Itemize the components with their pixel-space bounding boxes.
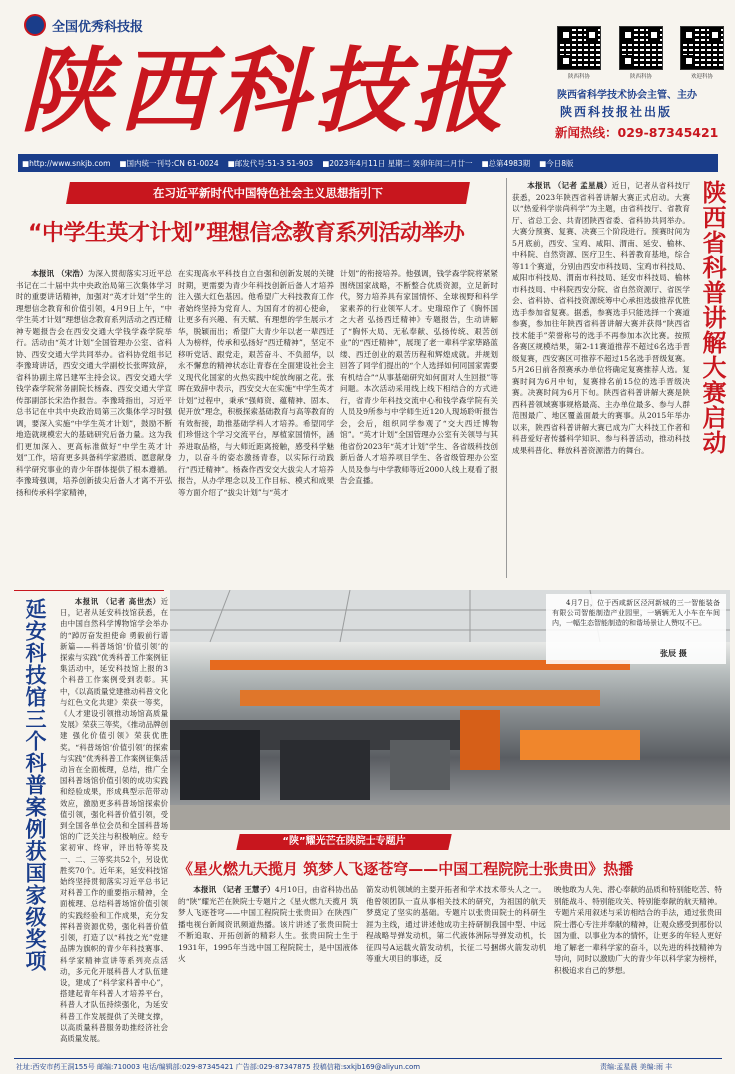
newspaper-title: 陕西科技报 [20, 37, 511, 145]
photo-caption: 4月7日，位于西咸新区泾河新城的三一智能装备有限公司智能制造产业园里，一辆辆无人小车在车间内，一幅生态智能制造的和谐场景让人赞叹不已。 [552, 599, 720, 627]
bottom-column-3: 映他敢为人先、潜心奉献的品质和特别能吃苦、特别能战斗、特别能攻关、特别能奉献的航天精神。专题片采用叙述与采访相结合的手法，通过张贵田院士潜心专注并奉献的精神，让观众感受到那份以国为重、以事业为本的情怀，让更多的年轻人更好地了解老一辈科学家的奋斗，以先进的科技精神为导向，同时以激励广大的青少年以科学家为榜样，积极追求自己的梦想。 [554, 885, 722, 975]
bottom-kicker-banner [236, 834, 451, 850]
info-bar [18, 154, 718, 172]
bottom-headline: 《星火燃九天揽月 筑梦人飞逐苍穹——中国工程院院士张贵田》热播 [178, 860, 634, 878]
website-link[interactable]: ■http://www.snkjb.com [22, 158, 111, 168]
right-divider [506, 178, 507, 578]
qr-label: 陕西科协 [567, 74, 590, 80]
footer-rule [14, 1058, 722, 1059]
brand-logo-icon [24, 14, 46, 36]
right-headline: 陕西省科普讲解大赛启动 [698, 180, 726, 455]
page-count: ■今日8版 [539, 158, 574, 168]
qr-label: 欢迎科协 [690, 74, 713, 80]
left-headline: 延安科技馆三个科普案例获国家级奖项 [23, 598, 47, 972]
right-story-body: 本报讯 （记者 孟星晨）近日，记者从省科技厅获悉，2023年陕西省科普讲解大赛正式启动。大赛以“热爱科学崇尚科学”为主题，由省科技厅、省教育厅、省总工会、共青团陕西省委、省科协共同举办。大赛分预赛、复赛、决赛三个阶段进行。预赛时间为5月底前，西安、宝鸡、咸阳、渭南、延安、榆林、中科院、自然资源、医疗卫生、科普教育基地，综合等11个赛道，分别由西安市科技局、宝鸡市科技局、咸阳市科技局、渭南市科技局、延安市科技局、榆林市科技局、中科院西安分院、省自然资源厅、省医学会、省科协、省科技资源统筹中心承担选拔推荐优胜选手参加省复赛。据悉，参赛选手只能选择一个赛道参赛，参加往年陕西省科普讲解大赛并获得“陕西省技术能手”荣誉称号的选手不再参加本次比赛。按照各赛区规模结果，第2-11赛道推荐不超过6名选手晋级复赛，西安赛区可推荐不超过15名选手晋级复赛。5月26日前各预赛承办单位将确定复赛推荐人选。复赛时间为6月中旬，复赛排名前15位的选手晋级决赛。决赛时间为6月下旬。陕西省科普讲解大赛是陕西科普领域赛事规格最高、主办单位最多、参与人群范围最广、地区覆盖面最大的赛事。从2015年举办以来，陕西省科普讲解大赛已成为广大科技工作者和科普爱好者传播科学知识、参与科普活动，推动科技成果科普化、释放科普资源潜力的舞台。 [512, 181, 690, 455]
qr-label: 陕西科协 [629, 74, 652, 80]
qr-code-icon [680, 26, 724, 70]
publisher-line: 陕西科技报社出版 [560, 105, 673, 119]
footer-editors: 责编:孟星晨 美编:雨 丰 [600, 1063, 673, 1071]
left-story-body: 本报讯 （记者 高世杰）近日，记者从延安科技馆获悉，在由中国自然科学博物馆学会举办的“踔厉奋发担使命 勇毅前行谱新篇——科普场馆‘价值引领’的探索与实践”优秀科普工作案例征集活动中，延安科技馆上报的3个科普工作案例受到表彰。其中，《以高质量党建推动科普文化与红色文化共建》荣获一等奖，《人才建设引领推动场馆高质量发展》荣获三等奖，《推动品牌创建 强化价值引领》荣获优胜奖。“科普场馆‘价值引领’的探索与实践”优秀科普工作案例征集活动旨在全面梳理，总结，推广全国科普场馆价值引领的成功实践和经验成果，形成典型示范带动效应，激励更多科普场馆探索价值引领，强化科普价值引领，受到全国各单位会员和全国科普场馆的广泛关注与积极响应。经专家初审、终审，评出特等奖及一、二、三等奖共52个，另设优胜奖70个。近年来，延安科技馆始终坚持贯彻落实习近平总书记对科普工作的重要指示精神，全面梳理、总结科普场馆价值引领的实践经验和工作成果，充分发挥科普资源优势，强化科普价值引领，打造了以“科技之光”党建品牌为旗帜的青少年科技赛事、科学家精神宣讲等系列亮点活动，多元化开展科普人才队伍建设，建成了“科学家科普中心”，搭建起青年科普人才培养平台，科普人才队伍持续强化，为延安科普工作发展提供了关键支撑，以高质量科普服务助推经济社会高质量发展。 [60, 597, 168, 1043]
hotline: 新闻热线：029-87345421 [555, 125, 719, 140]
masthead [0, 0, 735, 152]
lead-kicker: 在习近平新时代中国特色社会主义思想指引下 [153, 186, 383, 200]
lead-column-3: 计划”的衔接培养。他强调，钱学森学院将紧紧围绕国家战略，不断整合优质资源，立足新时代，努力培养具有家国情怀、全球视野和科学家素养的行业领军人才。史瑞琼作了《胸怀国之大者 弘扬西迁精神》专题报告，生动讲解了“胸怀大局、无私奉献、弘扬传统、艰苦创业”的“西迁精神”，展现了老一辈科学家筚路蓝缕、西迁创业的艰苦历程和辉煌成就。并规划回答了同学们提出的“个人选择如何同国家需要有机结合”“从事基础研究如何面对人生回报”等问题。本次活动采用线上线下相结合的方式进行，省青少年科技交流中心和钱学森学院有关人员及9所参与中学师生近120人现场聆听报告会，会后，组织同学参观了“交大西迁博物馆”。“英才计划”全国管理办公室有关领导与其他省份2023年“英才计划”学生、各省级科技创新后备人才培养项目学生、各省级管理办公室人员及参与中学教师等近2000人线上观看了报告会直播。 [340, 269, 498, 485]
left-story-rule [14, 590, 164, 591]
photo-caption-box [546, 594, 726, 664]
lead-column-2: 在实现高水平科技自立自强和创新发展的关键时期，更需要为青少年科技创新后备人才培养注入强大红色基因。他希望广大科技教育工作者始终坚持为党育人、为国育才的初心使命，让更多有兴趣、有天赋、有理想的学生展示才华，脱颖而出；希望广大青少年以老一辈西迁人为榜样，传承和弘扬好“西迁精神”，坚定不移听党话、跟党走，艰苦奋斗、不负韶华，以永不懈怠的精神状态让青春在全面建设社会主义现代化国家的火热实践中绽放绚丽之花。张晖在致辞中表示，西安交大在实施“中学生英才计划”过程中，秉承“强师资、蕴精神、固本、促开放”理念，积极探索基础教育与高等教育的有效衔接，助推基础学科人才培养。希望同学们珍惜这个学习交流平台，厚植家国情怀，涵养进取品格，与大师近距离接触，感受科学魅力，以奋斗的姿态激扬青春，以实际行动践行“西迁精神”。杨森作西安交大拔尖人才培养报告，从办学理念以及工作目标、模式和成果等方面介绍了“拔尖计划”与“英才 [178, 269, 334, 497]
left-byline: 本报讯 （记者 高世杰） [74, 597, 161, 606]
issn: ■国内统一刊号:CN 61-0024 [119, 158, 219, 168]
qr-code-icon [557, 26, 601, 70]
sponsor-line: 陕西省科学技术协会主管、主办 [557, 90, 697, 101]
factory-photo [170, 590, 730, 830]
brand-slogan: 全国优秀科技报 [52, 20, 144, 35]
bottom-byline: 本报讯 （记者 王慧子） [193, 885, 275, 894]
bottom-column-2: 箭发动机领域的主要开拓者和学术技术带头人之一。他曾领团队一直从事相关技术的研究，为祖国的航天梦奠定了坚实的基础。专题片以张贵田院士的科研生涯为主线，通过讲述他成功主持研制我国中型、中远程战略导弹发动机，第二代液体洲际导弹发动机，长征四号A运载火箭发动机，长征二号捆绑火箭发动机等重大项目的事迹，反 [366, 885, 546, 963]
lead-column-1: 本报讯 （宋浩）为深入贯彻落实习近平总书记在二十届中共中央政治局第三次集体学习时的重要讲话精神，加强对“英才计划”学生的理想信念教育和价值引领，4月9日上午，“中学生英才计划”理想信念教育系列活动之西迁精神专题报告会在西安交通大学钱学森学院举行。活动由“英才计划”全国管理办公室、省科协、西安交通大学共同举办。省科协党组书记李豫琦讲话，西安交通大学副校长张晖致辞，省科协副主席吕建军主持会议。西安交通大学钱学森学院常务副院长杨森、西安交通大学宣传部副部长宋浩作报告。李豫琦指出，习近平总书记在中共中央政治局第三次集体学习时强调，要深入实施“中学生英才计划”，鼓励不断地造就规模宏大的基础研究后备力量。这为我们更加深入、更高标准做好“中学生英才计划”工作，培育更多具备科学家潜质、愿意献身科学研究事业的青少年群体提供了根本遵循。李豫琦强调，培养创新拔尖后备人才离不开弘扬和传承科学家精神， [16, 269, 172, 497]
issue-number: ■总第4983期 [481, 158, 531, 168]
qr-code-icon [619, 26, 663, 70]
bottom-kicker: “陕”耀光芒在陕院士专题片 [282, 836, 406, 847]
lead-kicker-banner [66, 182, 470, 204]
lead-byline: 本报讯 （宋浩） [31, 269, 88, 278]
photo-credit: 张辰 摄 [660, 648, 687, 658]
footer-address: 社址:西安市药王洞155号 邮编:710003 电话/编辑部:029-87345421 广告部:029-87347875 投稿信箱:sxkjb169@aliyun.com [16, 1063, 421, 1071]
right-byline: 本报讯 （记者 孟星晨） [527, 181, 612, 190]
bottom-column-1: 本报讯 （记者 王慧子）4月10日，由省科协出品的“陕”耀光芒在陕院士专题片之《星火燃九天揽月 筑梦人飞逐苍穹——中国工程院院士张贵田》在陕西广播电视台新闻资讯频道热播。该片讲述了张贵田院士不断追取、开拓创新的精彩人生。张贵田院士生于1931年，1995年当选中国工程院院士，是中国液体火 [178, 885, 358, 963]
lead-headline: “中学生英才计划”理想信念教育系列活动举办 [28, 221, 465, 246]
postal-code: ■邮发代号:51-3 51-903 [227, 158, 314, 168]
issue-date: ■2023年4月11日 星期二 癸卯年闰二月廿一 [322, 158, 473, 168]
